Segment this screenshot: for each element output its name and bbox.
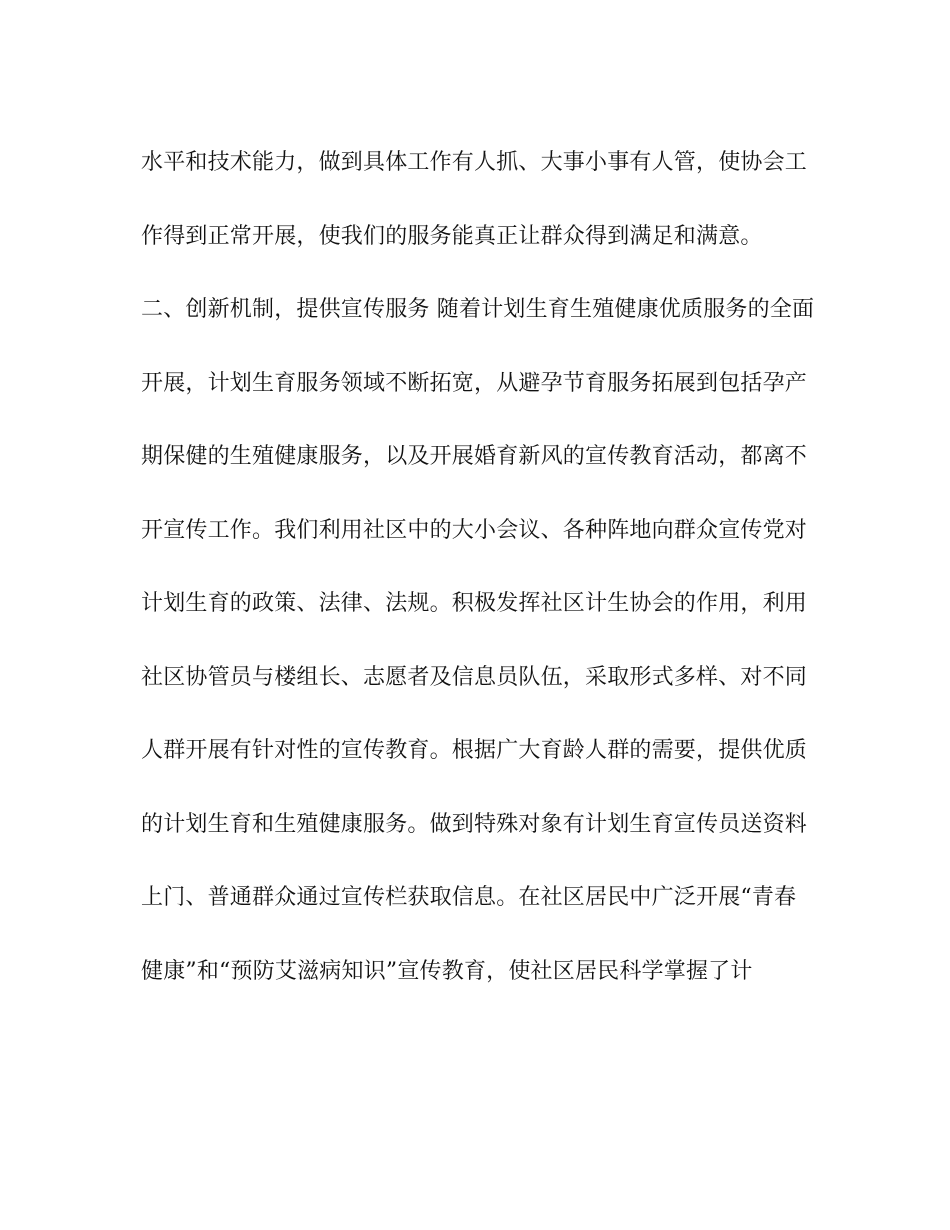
text-line-3: 二、创新机制，提供宣传服务 随着计划生育生殖健康优质服务的全面 (141, 297, 815, 322)
text-line-8: 社区协管员与楼组长、志愿者及信息员队伍，采取形式多样、对不同 (141, 664, 808, 690)
text-line-1: 水平和技术能力，做到具体工作有人抓、大事小事有人管，使协会工 (141, 150, 808, 175)
document-body-text (141, 143, 821, 1025)
text-line-12: 健康”和“预防艾滋病知识”宣传教育，使社区居民科学掌握了计 (141, 958, 753, 984)
text-line-2: 作得到正常开展，使我们的服务能真正让群众得到满足和满意。 (141, 223, 763, 249)
text-line-10: 的计划生育和生殖健康服务。做到特殊对象有计划生育宣传员送资料 (141, 811, 808, 837)
text-line-4: 开展，计划生育服务领域不断拓宽，从避孕节育服务拓展到包括孕产 (141, 370, 808, 396)
text-line-9: 人群开展有针对性的宣传教育。根据广大育龄人群的需要，提供优质 (141, 738, 808, 763)
text-line-6: 开宣传工作。我们利用社区中的大小会议、各种阵地向群众宣传党对 (141, 517, 808, 543)
text-line-7: 计划生育的政策、法律、法规。积极发挥社区计生协会的作用，利用 (141, 591, 808, 616)
text-line-5: 期保健的生殖健康服务，以及开展婚育新风的宣传教育活动，都离不 (141, 444, 808, 469)
text-line-11: 上门、普通群众通过宣传栏获取信息。在社区居民中广泛开展“青春 (141, 885, 797, 910)
